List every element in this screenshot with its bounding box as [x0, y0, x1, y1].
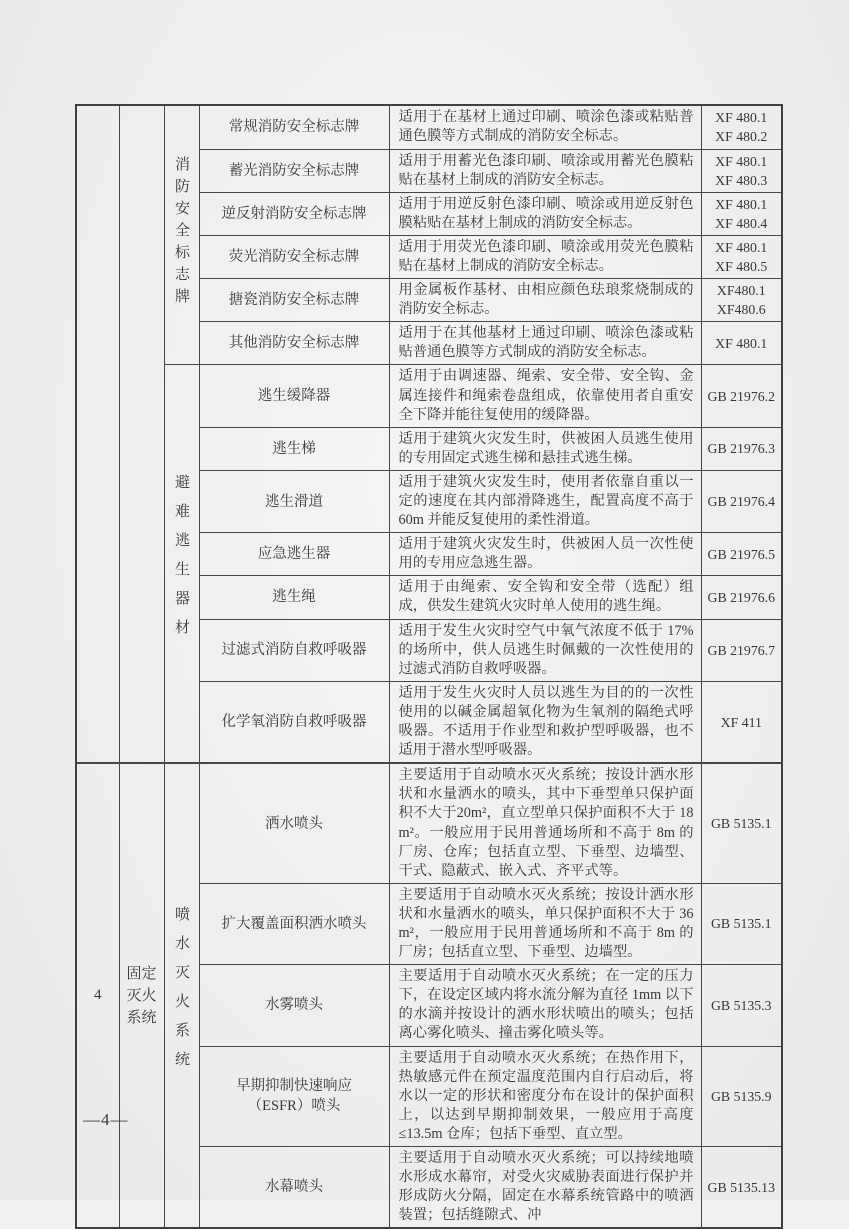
standard-code: GB 21976.7	[707, 642, 775, 658]
description-cell: 适用于发生火灾时空气中氧气浓度不低于 17%的场所中，供人员逃生时佩戴的一次性使用的过滤式消防自救呼吸器。	[389, 619, 701, 681]
standard-code: XF 480.5	[715, 258, 768, 274]
standard-code: XF 411	[720, 714, 762, 730]
standard-code: XF 480.1	[715, 153, 768, 169]
page-number: —4—	[83, 1110, 129, 1129]
standard-code: XF 480.1	[715, 239, 768, 255]
standard-code: XF 480.4	[715, 215, 768, 231]
standard-code: XF 480.1	[715, 196, 768, 212]
product-name-cell: 逃生梯	[199, 427, 389, 470]
standard-code: GB 5135.1	[710, 916, 772, 932]
standard-cell	[701, 1147, 782, 1229]
description-cell: 主要适用于自动喷水灭火系统；在热作用下，热敏感元件在预定温度范围内自行启动后，将水以一定的形状和密度分布在设计的保护面积上，以达到早期抑制效果，一般应用于高度≤13.5m 仓库；包括下垂型、直立型。	[389, 1046, 701, 1146]
standard-cell	[701, 192, 782, 235]
product-name-cell: 应急逃生器	[199, 533, 389, 576]
standard-code: XF 480.1	[715, 335, 768, 351]
group-index-cell	[76, 105, 119, 763]
group-category-cell: 固定灭火系统	[119, 763, 164, 1228]
description-cell: 适用于用荧光色漆印刷、喷涂或用荧光色膜粘贴在基材上制成的消防安全标志。	[389, 235, 701, 278]
product-name-cell: 常规消防安全标志牌	[199, 105, 389, 149]
description-cell: 适用于发生火灾时人员以逃生为目的的一次性使用的以碱金属超氧化物为生氧剂的隔绝式呼吸器。不适用于作业型和救护型呼吸器，也不适用于潜水型呼吸器。	[389, 681, 701, 763]
subcategory-cell	[164, 365, 199, 763]
table-row	[76, 105, 782, 149]
group-category-cell	[119, 105, 164, 763]
standard-cell	[701, 883, 782, 964]
standard-code: GB 5135.13	[707, 1179, 775, 1195]
product-name-cell: 水幕喷头	[199, 1147, 389, 1229]
standard-cell	[701, 322, 782, 365]
standard-cell	[701, 681, 782, 763]
product-name-cell: 水雾喷头	[199, 965, 389, 1046]
table-row	[76, 763, 782, 883]
product-name-cell: 荧光消防安全标志牌	[199, 235, 389, 278]
description-cell: 用金属板作基材、由相应颜色珐琅浆烧制成的消防安全标志。	[389, 279, 701, 322]
subcategory-label: 消防安全标志牌	[173, 155, 189, 310]
standard-cell	[701, 105, 782, 149]
product-name-cell: 逃生绳	[199, 576, 389, 619]
standard-code: XF480.6	[716, 302, 766, 318]
standard-code: GB 5135.9	[710, 1088, 772, 1104]
description-cell: 主要适用于自动喷水灭火系统；在一定的压力下，在设定区域内将水流分解为直径 1mm 以下的水滴并按设计的洒水形状喷出的喷头；包括离心雾化喷头、撞击雾化喷头等。	[389, 965, 701, 1046]
standard-cell	[701, 470, 782, 532]
description-cell: 适用于建筑火灾发生时，使用者依靠自重以一定的速度在其内部滑降逃生，配置高度不高于 60m 并能反复使用的柔性滑道。	[389, 470, 701, 532]
standard-code: XF 480.2	[715, 129, 768, 145]
standard-cell	[701, 576, 782, 619]
standard-cell	[701, 1046, 782, 1146]
product-standards-table	[75, 104, 783, 1229]
description-cell: 适用于由调速器、绳索、安全带、安全钩、金属连接件和绳索卷盘组成，依靠使用者自重安全下降并能往复使用的缓降器。	[389, 365, 701, 427]
description-cell: 适用于建筑火灾发生时，供被困人员一次性使用的专用应急逃生器。	[389, 533, 701, 576]
description-cell: 主要适用于自动喷水灭火系统；可以持续地喷水形成水幕帘，对受火灾威胁表面进行保护并形成防火分隔，固定在水幕系统管路中的喷洒装置；包括缝隙式、冲	[389, 1147, 701, 1229]
product-name-cell: 蓄光消防安全标志牌	[199, 149, 389, 192]
product-name-cell: 过滤式消防自救呼吸器	[199, 619, 389, 681]
standard-code: GB 21976.5	[707, 546, 775, 562]
description-cell: 主要适用于自动喷水灭火系统；按设计洒水形状和水量洒水的喷头，其中下垂型单只保护面积不大于20m²，直立型单只保护面积不大于 18 m²。一般应用于民用普通场所和不高于 8m 的厂房、仓库；包括直立型、下垂型、边墙型、干式、隐蔽式、嵌入式、齐平式等。	[389, 763, 701, 883]
product-name-cell: 早期抑制快速响应（ESFR）喷头	[199, 1046, 389, 1146]
product-name-cell: 其他消防安全标志牌	[199, 322, 389, 365]
standard-cell	[701, 149, 782, 192]
product-name-cell: 搪瓷消防安全标志牌	[199, 279, 389, 322]
description-cell: 适用于由绳索、安全钩和安全带（选配）组成，供发生建筑火灾时单人使用的逃生绳。	[389, 576, 701, 619]
standard-code: GB 5135.1	[710, 816, 772, 831]
product-name-cell: 逃生缓降器	[199, 365, 389, 427]
product-name-cell: 化学氧消防自救呼吸器	[199, 681, 389, 763]
description-cell: 适用于在其他基材上通过印刷、喷涂色漆或粘贴普通色膜等方式制成的消防安全标志。	[389, 322, 701, 365]
description-cell: 适用于用逆反射色漆印刷、喷涂或用逆反射色膜粘贴在基材上制成的消防安全标志。	[389, 192, 701, 235]
standard-code: GB 5135.3	[710, 997, 772, 1013]
description-cell: 适用于用蓄光色漆印刷、喷涂或用蓄光色膜粘贴在基材上制成的消防安全标志。	[389, 149, 701, 192]
description-cell: 主要适用于自动喷水灭火系统；按设计洒水形状和水量洒水的喷头，单只保护面积不大于 36 m²，一般应用于民用普通场所和不高于 8m 的厂房；包括直立型、下垂型、边墙型。	[389, 883, 701, 964]
standard-cell	[701, 427, 782, 470]
standard-code: GB 21976.4	[707, 494, 775, 510]
standard-cell	[701, 619, 782, 681]
group-index-cell: 4	[76, 763, 119, 1228]
subcategory-cell	[164, 105, 199, 365]
subcategory-cell	[164, 763, 199, 1228]
standard-cell	[701, 533, 782, 576]
standard-cell	[701, 365, 782, 427]
product-name-cell: 逆反射消防安全标志牌	[199, 192, 389, 235]
subcategory-label: 避难逃生器材	[173, 474, 189, 649]
description-cell: 适用于在基材上通过印刷、喷涂色漆或粘贴普通色膜等方式制成的消防安全标志。	[389, 105, 701, 149]
standard-code: GB 21976.3	[707, 441, 775, 457]
product-name-cell: 逃生滑道	[199, 470, 389, 532]
standard-code: XF480.1	[716, 283, 766, 299]
standard-cell	[701, 279, 782, 322]
standard-code: XF 480.1	[715, 110, 768, 126]
standard-code: XF 480.3	[715, 172, 768, 188]
standard-code: GB 21976.6	[707, 589, 775, 605]
standard-cell	[701, 965, 782, 1046]
standard-cell	[701, 763, 782, 883]
product-name-cell: 扩大覆盖面积洒水喷头	[199, 883, 389, 964]
standard-code: GB 21976.2	[707, 388, 775, 404]
description-cell: 适用于建筑火灾发生时，供被困人员逃生使用的专用固定式逃生梯和悬挂式逃生梯。	[389, 427, 701, 470]
subcategory-label: 喷水灭火系统	[173, 906, 189, 1081]
product-name-cell: 洒水喷头	[199, 763, 389, 883]
table-row	[76, 365, 782, 427]
standard-cell	[701, 235, 782, 278]
